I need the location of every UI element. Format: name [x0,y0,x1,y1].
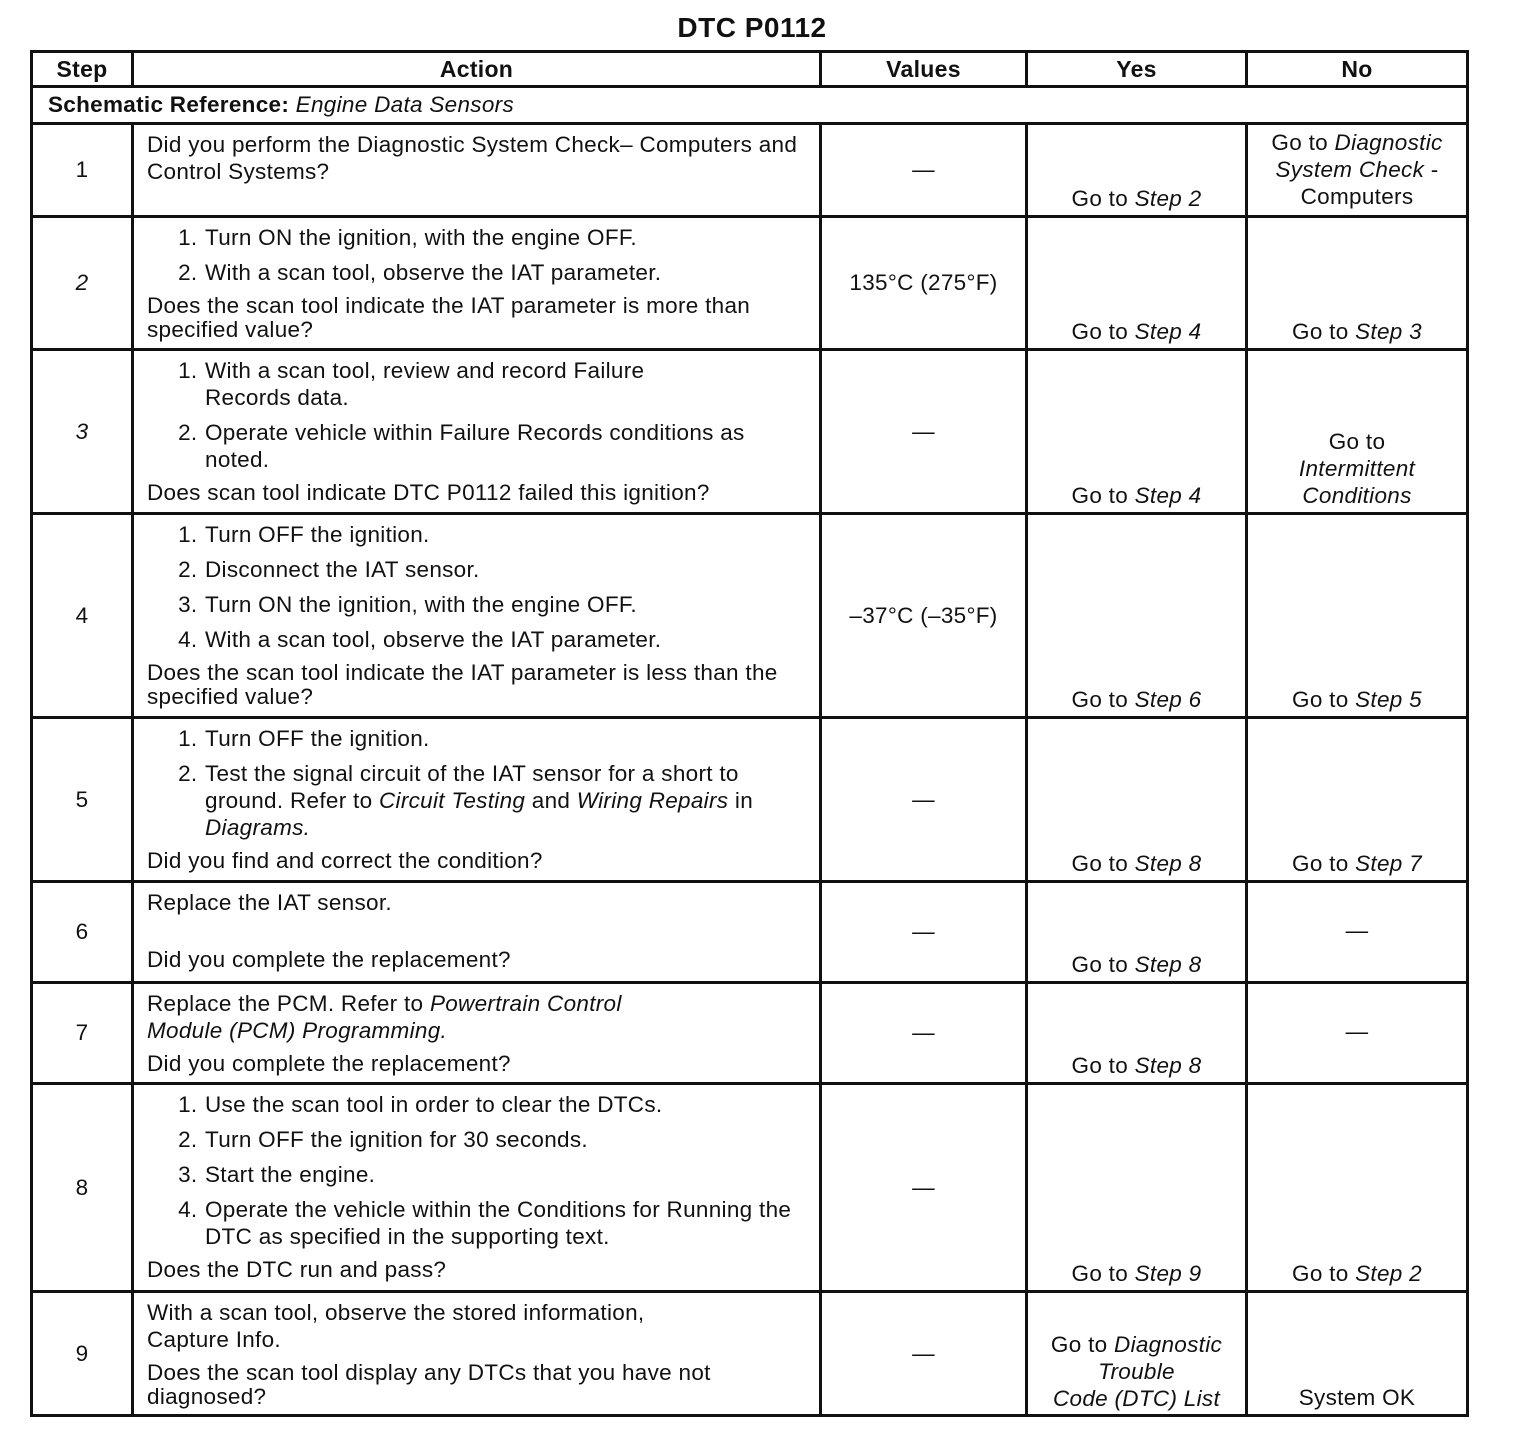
no-cell [1247,1084,1468,1292]
value-cell: — [821,124,1027,217]
no-cell [1247,514,1468,718]
schematic-value: Engine Data Sensors [295,92,515,117]
action-question: Does the scan tool indicate the IAT parameter is more than specified value? [147,293,751,342]
header-step: Step [32,52,133,87]
reference-wiring-repairs: Wiring Repairs [576,788,729,813]
value-cell: — [821,1084,1027,1292]
header-no: No [1247,52,1468,87]
schematic-reference [32,87,1468,124]
no-ref-line3: Computers [1300,184,1414,209]
action-item: 4. Operate the vehicle within the Conditions for Running the DTC as specified in the supporting text. [204,1196,809,1250]
action-intro: Did you perform the Diagnostic System Check– Computers and Control Systems? [147,132,798,184]
go-to-text: Go to [1071,186,1129,211]
action-text: and [531,788,571,813]
yes-cell [1027,124,1247,217]
go-to-text: Go to [1050,1332,1108,1357]
step-number: 3 [32,350,133,514]
action-item: 4. With a scan tool, observe the IAT parameter. [204,626,809,653]
go-to-text: Go to [1292,851,1349,876]
reference-diagrams: Diagrams. [205,815,311,840]
go-to-text: Go to [1071,687,1129,712]
action-intro [147,990,809,1044]
value-cell: — [821,718,1027,882]
action-question: Does the scan tool indicate the IAT parameter is less than the specified value? [147,660,778,709]
yes-step-ref: Step 4 [1134,483,1202,508]
go-to-text: Go to [1292,687,1349,712]
header-action: Action [133,52,821,87]
action-question: Does the DTC run and pass? [147,1257,447,1282]
table-row [32,718,1468,882]
action-item: 1. Use the scan tool in order to clear the DTCs. [204,1091,809,1118]
no-step-ref: Step 7 [1355,851,1422,876]
action-intro: With a scan tool, observe the stored information, Capture Info. [147,1300,645,1352]
go-to-text: Go to [1071,952,1129,977]
action-item: 1. Turn OFF the ignition. [204,725,809,752]
action-steps [147,521,809,653]
action-cell [133,350,821,514]
no-step-ref: Step 3 [1355,319,1422,344]
yes-step-ref: Step 6 [1134,687,1202,712]
schematic-label: Schematic Reference: [48,92,290,117]
action-item: 2. Disconnect the IAT sensor. [204,556,809,583]
go-to-text: Go to [1292,319,1349,344]
go-to-text: Go to [1071,1053,1129,1078]
action-item: 1. With a scan tool, review and record Failure Records data. [204,357,809,411]
yes-cell [1027,983,1247,1084]
go-to-text: Go to [1328,429,1386,454]
no-cell: System OK [1247,1292,1468,1416]
action-cell [133,514,821,718]
action-cell [133,1084,821,1292]
yes-step-ref: Step 9 [1134,1261,1202,1286]
table-row [32,124,1468,217]
step-number: 2 [32,217,133,350]
yes-cell [1027,882,1247,983]
page-title: DTC P0112 [677,12,827,43]
no-step-ref: Step 5 [1355,687,1422,712]
value-cell: — [821,350,1027,514]
no-ref-line1: Intermittent [1298,456,1416,481]
action-text: Test the signal circuit of the IAT sensor for a short to ground. Refer to [205,761,739,813]
action-text: Replace the PCM. Refer to [147,991,424,1016]
action-item: 2. Turn OFF the ignition for 30 seconds. [204,1126,809,1153]
go-to-text: Go to [1071,483,1129,508]
go-to-text: Go to [1071,851,1129,876]
step-number: 4 [32,514,133,718]
go-to-text: Go to [1071,319,1129,344]
action-item: 2. Operate vehicle within Failure Records conditions as noted. [204,419,809,473]
action-item: 3. Start the engine. [204,1161,809,1188]
action-item: 2. With a scan tool, observe the IAT parameter. [204,259,809,286]
step-number: 5 [32,718,133,882]
no-cell: Go to Diagnostic System Check - Computers [1247,124,1468,217]
action-item: 1. Turn ON the ignition, with the engine OFF. [204,224,809,251]
step-number: 1 [32,124,133,217]
yes-step-ref: Step 2 [1134,186,1202,211]
action-steps [147,725,809,841]
reference-circuit-testing: Circuit Testing [378,788,526,813]
table-row [32,1292,1468,1416]
action-cell [133,124,821,217]
yes-step-ref: Step 8 [1134,1053,1202,1078]
step-number: 8 [32,1084,133,1292]
value-cell: — [821,983,1027,1084]
yes-step-ref: Step 8 [1134,952,1202,977]
step-number: 6 [32,882,133,983]
go-to-text: Go to [1271,130,1328,155]
table-row [32,1084,1468,1292]
value-cell: — [821,882,1027,983]
table-row [32,217,1468,350]
step-number: 9 [32,1292,133,1416]
yes-step-ref: Step 4 [1134,319,1202,344]
action-cell [133,718,821,882]
table-row [32,882,1468,983]
reference-pcm-programming: Powertrain Control Module (PCM) Programming. [147,991,622,1043]
schematic-row [32,87,1468,124]
go-to-text: Go to [1071,1261,1129,1286]
action-intro: Replace the IAT sensor. [147,890,392,915]
action-cell [133,983,821,1084]
no-cell [1247,350,1468,514]
table-row [32,983,1468,1084]
yes-cell [1027,217,1247,350]
action-item [204,760,809,841]
header-row [32,52,1468,87]
action-steps [147,224,809,286]
action-question: Does scan tool indicate DTC P0112 failed this ignition? [147,480,710,505]
action-cell [133,217,821,350]
diagnostic-table [30,50,1469,1417]
header-yes: Yes [1027,52,1247,87]
no-cell [1247,718,1468,882]
no-cell: — [1247,983,1468,1084]
action-item: 3. Turn ON the ignition, with the engine OFF. [204,591,809,618]
action-cell [133,1292,821,1416]
action-question: Did you complete the replacement? [147,1051,511,1076]
action-item: 1. Turn OFF the ignition. [204,521,809,548]
table-row [32,350,1468,514]
no-cell [1247,217,1468,350]
no-ref-line1: Diagnostic [1334,130,1443,155]
action-question: Did you find and correct the condition? [147,848,543,873]
table-row [32,514,1468,718]
value-cell: — [821,1292,1027,1416]
yes-cell [1027,350,1247,514]
yes-cell [1027,514,1247,718]
no-ref-line2: System Check [1275,157,1425,182]
action-text: in [734,788,754,813]
value-cell: 135°C (275°F) [821,217,1027,350]
no-cell: — [1247,882,1468,983]
action-steps [147,357,809,473]
action-question: Did you complete the replacement? [147,947,511,972]
yes-ref-line1: Diagnostic [1114,1332,1223,1357]
no-step-ref: Step 2 [1355,1261,1422,1286]
header-values: Values [821,52,1027,87]
yes-cell [1027,718,1247,882]
yes-cell [1027,1292,1247,1416]
action-cell [133,882,821,983]
action-question: Does the scan tool display any DTCs that you have not diagnosed? [147,1360,711,1409]
yes-cell [1027,1084,1247,1292]
action-steps [147,1091,809,1250]
go-to-text: Go to [1292,1261,1349,1286]
step-number: 7 [32,983,133,1084]
yes-ref-line2: Trouble [1098,1359,1175,1384]
yes-step-ref: Step 8 [1134,851,1202,876]
value-cell: –37°C (–35°F) [821,514,1027,718]
no-ref-line2: Conditions [1302,483,1412,508]
yes-ref-line3: Code (DTC) List [1052,1386,1221,1411]
